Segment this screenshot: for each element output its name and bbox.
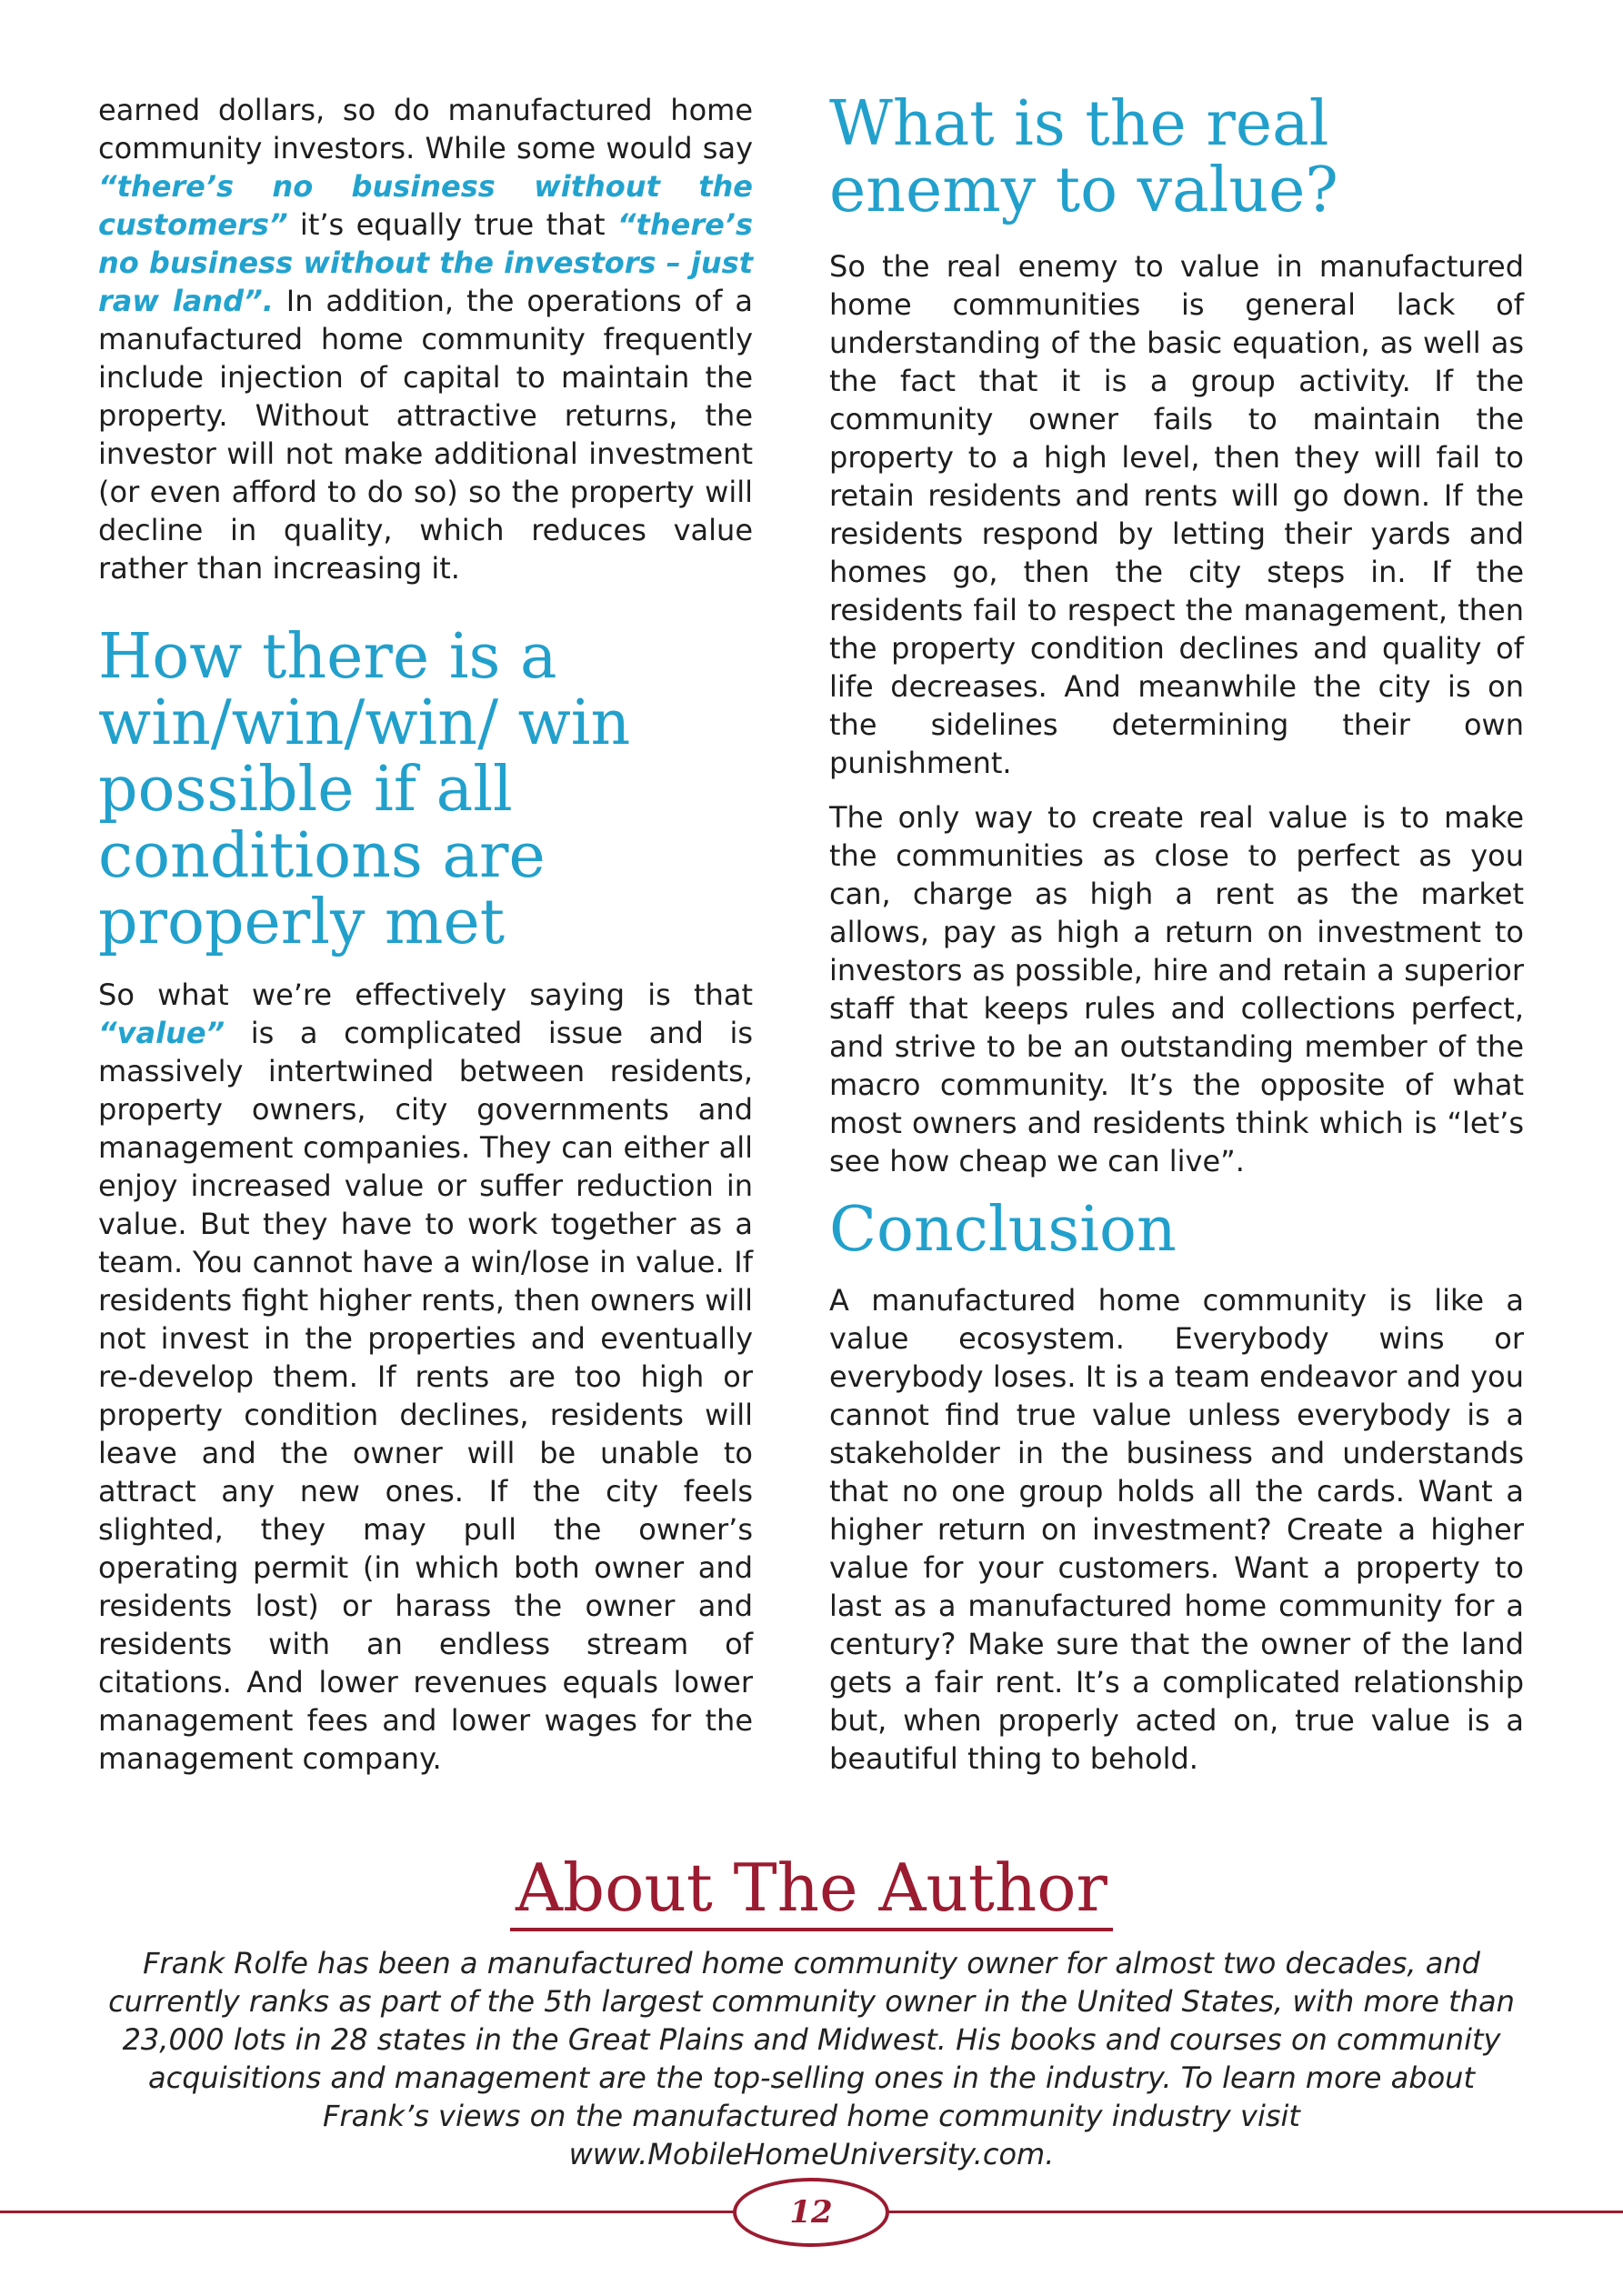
intro-text-3: In addition, the operations of a manufactured home community frequently include injection of capital to maintain the property. Without attractive returns, the investor will not make additional investment (or even afford to do so) so the property will decline in quality, which reduces value rather than increasing it. [98, 284, 754, 586]
author-bio: Frank Rolfe has been a manufactured home community owner for almost two decades, and currently ranks as part of the 5th largest community owner in the United States, with more than 23,000 lots in 28 states in the Great Plains and Midwest. His books and courses on community acquisitions and management are the top-selling ones in the industry. To learn more about Frank’s views on the manufactured home community industry visit www.MobileHomeUniversity.com. [108, 1946, 1515, 2171]
intro-text-2: it’s equally true that [287, 207, 617, 242]
win-win-heading: How there is a win/win/win/ win possible if all conditions are properly met [98, 621, 631, 958]
intro-paragraph [98, 91, 753, 587]
footer-divider-left [0, 2211, 736, 2213]
conclusion-paragraph: A manufactured home community is like a value ecosystem. Everybody wins or everybody loses. It is a team endeavor and you cannot find true value unless everybody is a stakeholder in the business and understands that no one group holds all the cards. Want a higher return on investment? Create a higher value for your customers. Want a property to last as a manufactured home community for a century? Make sure that the owner of the land gets a fair rent. It’s a complicated relationship but, when properly acted on, true value is a beautiful thing to behold. [829, 1283, 1524, 1776]
right-column [829, 88, 1524, 1794]
value-quote: “value” [98, 1016, 225, 1050]
about-author-section [0, 1848, 1623, 1931]
footer-divider-right [887, 2211, 1623, 2213]
intro-text-1: earned dollars, so do manufactured home community investors. While some would say [98, 93, 753, 165]
about-author-title: About The Author [510, 1848, 1113, 1931]
page-number-badge [733, 2178, 889, 2247]
win-win-paragraph [98, 976, 753, 1778]
intro-quote-investors: “there’s no business without the investors – just raw land”. [98, 207, 753, 318]
page-number: 12 [789, 2194, 833, 2231]
enemy-paragraph-1: So the real enemy to value in manufactured home communities is general lack of understanding of the basic equation, as well as the fact that it is a group activity. If the community owner fails to maintain the property to a high level, then they will fail to retain residents and rents will go down. If the residents respond by letting their yards and homes go, then the city steps in. If the residents fail to respect the management, then the property condition declines and quality of life decreases. And meanwhile the city is on the sidelines determining their own punishment. [829, 249, 1524, 780]
intro-quote-customers: “there’s no business without the customers” [98, 169, 753, 242]
win-win-text-2: is a complicated issue and is massively intertwined between residents, property owners, city governments and management companies. They can either all enjoy increased value or suffer reduction in value. But they have to work together as a team. You cannot have a win/lose in value. If residents fight higher rents, then owners will not invest in the properties and eventually re-develop them. If rents are too high or property condition declines, residents will leave and the owner will be unable to attract any new ones. If the city feels slighted, they may pull the owner’s operating permit (in which both owner and residents lost) or harass the owner and residents with an endless stream of citations. And lower revenues equals lower management fees and lower wages for the management company. [98, 1016, 753, 1776]
left-column [98, 91, 753, 1794]
enemy-heading: What is the real enemy to value? [829, 88, 1338, 226]
enemy-paragraph-2: The only way to create real value is to make the communities as close to perfect as you can, charge as high a rent as the market allows, pay as high a return on investment to investors as possible, hire and retain a superior staff that keeps rules and collections perfect, and strive to be an outstanding member of the macro community. It’s the opposite of what most owners and residents think which is “let’s see how cheap we can live”. [829, 800, 1524, 1178]
conclusion-heading: Conclusion [829, 1194, 1177, 1266]
win-win-text-1: So what we’re effectively saying is that [98, 978, 753, 1012]
